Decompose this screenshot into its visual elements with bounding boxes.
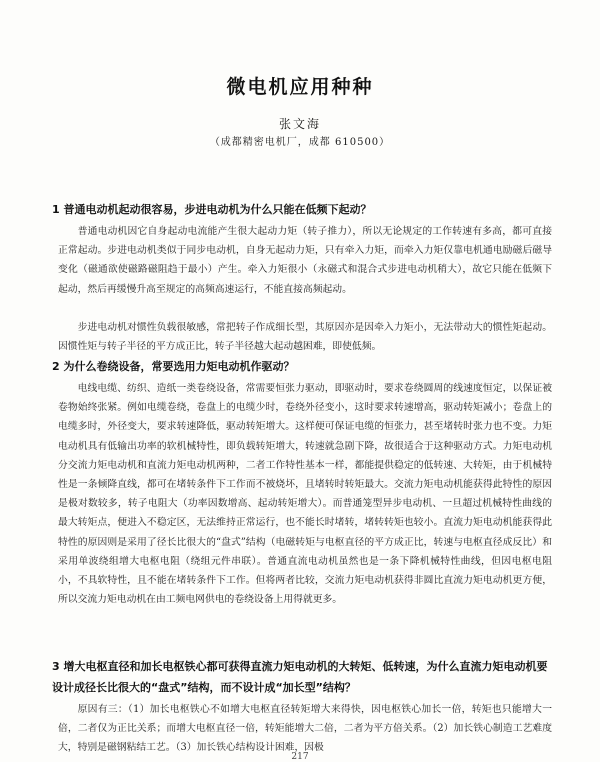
section-heading-2: 2 为什么卷绕设备，常要选用力矩电动机作驱动？ [52, 360, 295, 373]
author-affiliation: （成都精密电机厂，成都 610500） [209, 137, 391, 148]
section-3-paragraph-1: 原因有三：（1）加长电枢铁心不如增大电枢直径转矩增大来得快，因电枢铁心加长一倍，转矩也只能增大一倍，二者仅为正比关系；而增大电枢直径一倍，转矩能增大二倍，二者为平方倍关系。（2）加长铁心制造工艺难度大，特别是磁钢粘结工艺。（3）加长铁心结构设计困难，因极 [58, 704, 552, 754]
article-title: 微电机应用种种 [226, 76, 374, 98]
author-name: 张文海 [278, 117, 321, 131]
section-1-paragraph-2: 步进电动机对惯性负载很敏感，常把转子作成细长型，其原因亦是因牵入力矩小，无法带动大的惯性矩起动。因惯性矩与转子半径的平方成正比，转子半径越大起动越困难，即使低频。 [58, 322, 552, 353]
page-number: 217 [291, 752, 309, 762]
section-heading-3: 3 增大电枢直径和加长电枢铁心都可获得直流力矩电动机的大转矩、低转速，为什么直流力矩电动机要设计成径长比很大的“盘式”结构，而不设计成“加长型”结构？ [52, 660, 548, 694]
section-1-paragraph-1: 普通电动机因它自身起动电流能产生很大起动力矩（转子推力），所以无论规定的工作转速有多高，都可直接正常起动。步进电动机类似于同步电动机，自身无起动力矩，只有牵入力矩，而牵入力矩仅靠电机通电励磁后磁导变化（磁通欲使磁路磁阻趋于最小）产生。牵入力矩很小（永磁式和混合式步进电动机稍大），故它只能在低频下起动，然后再缓慢升高至规定的高频高速运行，不能直接高频起动。 [58, 226, 552, 295]
section-heading-1: 1 普通电动机起动很容易，步进电动机为什么只能在低频下起动？ [52, 203, 372, 216]
section-2-paragraph-1: 电线电缆、纺织、造纸一类卷绕设备，常需要恒张力驱动，即驱动时，要求卷绕圆周的线速度恒定，以保证被卷物始终张紧。例如电缆卷绕，卷盘上的电缆少时，卷绕外径变小，这时要求转速增高，驱动转矩减小；卷盘上的电缆多时，外径变大，要求转速降低，驱动转矩增大。这样便可保证电缆的恒张力，甚至堵转时张力也不变。力矩电动机具有低输出功率的软机械特性，即负载转矩增大，转速就急剧下降，故很适合于这种驱动方式。力矩电动机分交流力矩电动机和直流力矩电动机两种，二者工作特性基本一样，都能提供稳定的低转速、大转矩，由于机械特性是一条倾降直线，都可在堵转条件下工作而不被烧坏，且堵转时转矩最大。交流力矩电动机能获得此特性的原因是极对数较多，转子电阻大（功率因数增高、起动转矩增大）。而普通笼型异步电动机、一旦超过机械特性曲线的最大转矩点，便进入不稳定区，无法维持正常运行，也不能长时堵转，堵转转矩也较小。直流力矩电动机能获得此特性的原因则是采用了径长比很大的“盘式”结构（电磁转矩与电枢直径的平方成正比，转速与电枢直径成反比）和采用单波绕组增大电枢电阻（绕组元件串联）。普通直流电动机虽然也是一条下降机械特性曲线，但因电枢电阻小，不具软特性，且不能在堵转条件下工作。但将两者比较，交流力矩电动机获得非圆比直流力矩电动机更方便，所以交流力矩电动机在由工频电网供电的卷绕设备上用得就更多。 [58, 383, 552, 606]
